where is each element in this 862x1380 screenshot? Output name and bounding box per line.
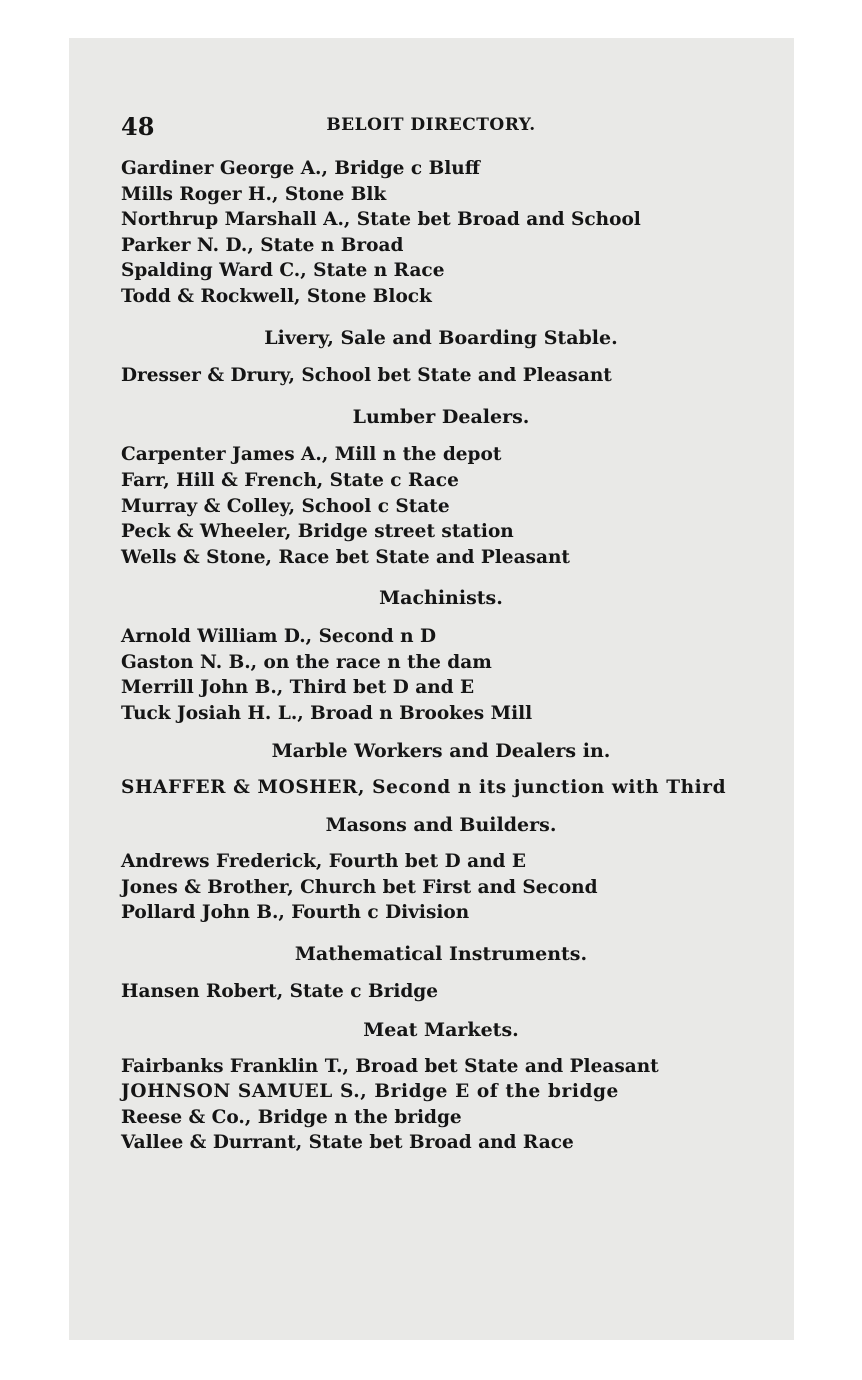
list-item: Fairbanks Franklin T., Broad bet State and Pleasant: [121, 1055, 659, 1077]
section-continued: [121, 156, 761, 310]
section-lumber-dealers: [121, 405, 761, 571]
list-item: Tuck Josiah H. L., Broad n Brookes Mill: [121, 702, 533, 724]
list-item: Pollard John B., Fourth c Division: [121, 902, 470, 924]
list-item: Mills Roger H., Stone Blk: [121, 183, 387, 205]
section-heading: Livery, Sale and Boarding Stable.: [264, 326, 618, 349]
section-heading: Marble Workers and Dealers in.: [271, 740, 611, 763]
list-item: Hansen Robert, State c Bridge: [121, 981, 438, 1003]
section-machinists: [121, 586, 761, 726]
list-item: Farr, Hill & French, State c Race: [121, 469, 459, 491]
list-item: Andrews Frederick, Fourth bet D and E: [121, 851, 526, 873]
list-item: JOHNSON SAMUEL S., Bridge E of the bridge: [121, 1081, 619, 1103]
scanned-page: [69, 38, 794, 1340]
list-item: Vallee & Durrant, State bet Broad and Race: [121, 1132, 574, 1154]
section-heading: Machinists.: [379, 587, 503, 610]
list-item: Jones & Brother, Church bet First and Second: [121, 876, 598, 898]
list-item: Merrill John B., Third bet D and E: [121, 677, 475, 699]
list-item: Dresser & Drury, School bet State and Pleasant: [121, 365, 612, 387]
list-item: Northrup Marshall A., State bet Broad and School: [121, 209, 641, 231]
section-heading: Mathematical Instruments.: [294, 942, 588, 965]
list-item: Murray & Colley, School c State: [121, 495, 450, 517]
directory-listing: [121, 156, 761, 1156]
list-item: Todd & Rockwell, Stone Block: [121, 285, 432, 307]
list-item: Gardiner George A., Bridge c Bluff: [121, 158, 480, 179]
section-meat-markets: [121, 1018, 761, 1156]
list-item: Peck & Wheeler, Bridge street station: [121, 521, 514, 543]
list-item: Gaston N. B., on the race n the dam: [121, 651, 492, 673]
section-masons-builders: [121, 813, 761, 925]
list-item: Wells & Stone, Race bet State and Pleasant: [121, 546, 570, 568]
running-title: BELOIT DIRECTORY.: [326, 115, 536, 135]
list-item: Parker N. D., State n Broad: [121, 234, 404, 256]
section-heading: Masons and Builders.: [325, 814, 557, 837]
section-heading: Meat Markets.: [363, 1019, 519, 1042]
section-livery: [121, 326, 761, 389]
list-item: SHAFFER & MOSHER, Second n its junction with Third: [121, 776, 727, 798]
list-item: Reese & Co., Bridge n the bridge: [121, 1106, 462, 1128]
section-marble-workers: [121, 739, 761, 800]
page-number: 48: [121, 112, 155, 141]
list-item: Spalding Ward C., State n Race: [121, 260, 445, 282]
page-header: [121, 112, 741, 142]
list-item: Carpenter James A., Mill n the depot: [121, 444, 502, 466]
list-item: Arnold William D., Second n D: [121, 625, 437, 647]
section-mathematical-instruments: [121, 942, 761, 1005]
section-heading: Lumber Dealers.: [352, 405, 530, 428]
